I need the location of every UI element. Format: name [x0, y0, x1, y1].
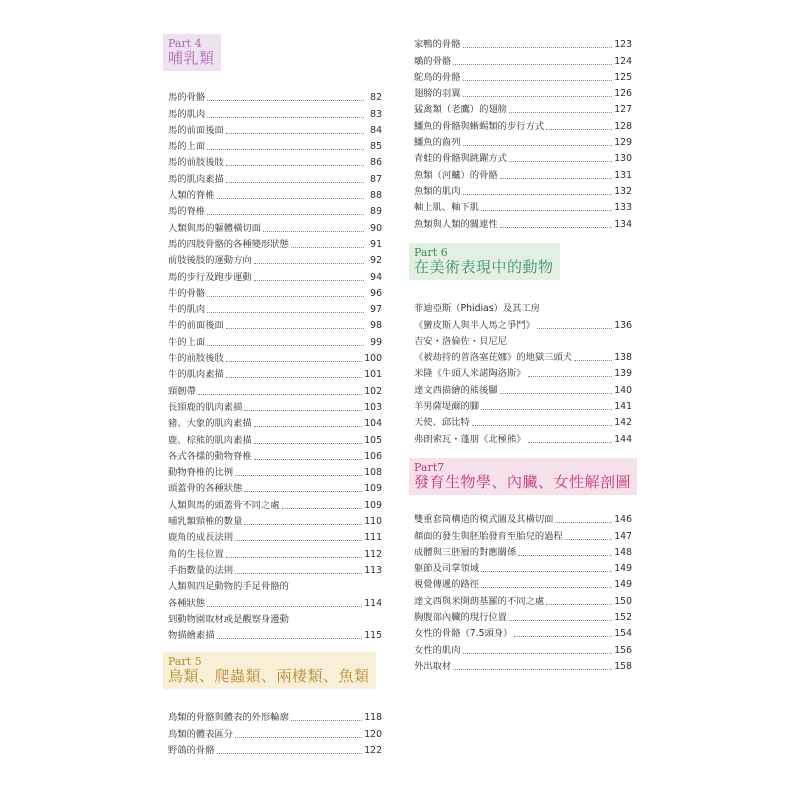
toc-entry-title: 馬的上面	[168, 141, 206, 153]
toc-leader-dots	[226, 165, 364, 166]
toc-entry-page: 98	[370, 320, 382, 332]
toc-entry-page: 122	[364, 744, 382, 756]
toc-leader-dots	[291, 720, 362, 721]
toc-leader-dots	[472, 425, 612, 426]
toc-leader-dots	[514, 636, 612, 637]
toc-leader-dots	[291, 247, 364, 248]
toc-leader-dots	[546, 604, 612, 605]
toc-leader-dots	[217, 638, 363, 639]
toc-entry-title: 到動物園取材或是觀察身邊動	[168, 613, 289, 625]
part7-toc-list	[414, 510, 632, 673]
toc-entry-page: 125	[614, 71, 632, 83]
toc-entry	[168, 300, 382, 316]
part6-heading	[409, 243, 560, 280]
toc-leader-dots	[565, 539, 612, 540]
toc-entry-title: 牛的上面	[168, 336, 206, 348]
toc-entry-title: 鳥類的體表區分	[168, 728, 234, 740]
toc-entry	[414, 149, 632, 165]
toc-entry-title: 牛的肌肉	[168, 304, 206, 316]
toc-entry-title: 達文西與米開朗基羅的不同之處	[414, 595, 545, 607]
toc-leader-dots	[226, 133, 364, 134]
toc-entry-title: 《蠻皮斯人與半人馬之爭鬥》	[414, 319, 535, 331]
toc-entry-title: 躯節及司掌領域	[414, 563, 480, 575]
toc-entry	[168, 593, 382, 609]
toc-leader-dots	[500, 393, 612, 394]
toc-leader-dots	[463, 194, 613, 195]
toc-entry-title: 米隆《牛頭人米諾陶洛斯》	[414, 368, 526, 380]
part4-label: Part 4	[168, 37, 202, 50]
toc-leader-dots	[453, 669, 612, 670]
toc-entry-title: 馬的肌肉	[168, 108, 206, 120]
part7-heading	[409, 458, 637, 495]
toc-leader-dots	[254, 426, 363, 427]
toc-entry	[168, 218, 382, 234]
toc-leader-dots	[254, 263, 364, 264]
toc-entry	[168, 398, 382, 414]
toc-entry	[168, 202, 382, 218]
toc-entry-page: 101	[364, 369, 382, 381]
toc-entry-page: 134	[614, 218, 632, 230]
toc-entry	[168, 430, 382, 446]
toc-leader-dots	[217, 753, 363, 754]
toc-entry	[168, 561, 382, 577]
toc-entry-page: 152	[614, 612, 632, 624]
toc-entry-page: 128	[614, 120, 632, 132]
part4-toc-list	[168, 88, 382, 642]
toc-entry	[414, 575, 632, 591]
toc-entry-page: 90	[370, 222, 382, 234]
toc-entry-title: 馬的脊椎	[168, 206, 206, 218]
toc-leader-dots	[263, 231, 364, 232]
toc-entry-page: 140	[614, 384, 632, 396]
toc-entry-page: 147	[614, 530, 632, 542]
toc-entry	[168, 447, 382, 463]
toc-entry-title: 哺乳類頸椎的數量	[168, 516, 243, 528]
toc-entry-title: 外出取材	[414, 660, 452, 672]
toc-leader-dots	[463, 653, 613, 654]
toc-entry	[168, 479, 382, 495]
toc-entry	[168, 724, 382, 740]
toc-entry	[168, 528, 382, 544]
toc-entry-page: 109	[364, 483, 382, 495]
toc-entry-title: 顏面的發生與胚胎發育至胎兒的過程	[414, 530, 563, 542]
toc-entry-page: 150	[614, 595, 632, 607]
toc-leader-dots	[518, 555, 612, 556]
toc-entry-page: 86	[370, 157, 382, 169]
toc-leader-dots	[244, 410, 362, 411]
toc-entry-title: 天使、邱比特	[414, 417, 470, 429]
toc-entry	[168, 332, 382, 348]
toc-entry-title: 動物脊椎的比例	[168, 467, 234, 479]
toc-entry-page: 127	[614, 104, 632, 116]
toc-entry-page: 104	[364, 418, 382, 430]
toc-leader-dots	[528, 442, 612, 443]
toc-entry	[168, 169, 382, 185]
toc-entry-page: 114	[364, 597, 382, 609]
toc-leader-dots	[546, 129, 612, 130]
toc-leader-dots	[226, 182, 364, 183]
toc-entry-title: 頸韌帶	[168, 385, 196, 397]
part6-toc-list	[414, 299, 632, 446]
toc-entry-page: 109	[364, 499, 382, 511]
toc-entry-title: 各式各樣的動物脊椎	[168, 450, 252, 462]
part5-toc-list	[168, 708, 382, 757]
part7-title: 發育生物學、內臟、女性解剖圖	[414, 473, 632, 492]
toc-entry	[414, 116, 632, 132]
toc-entry-page: 103	[364, 401, 382, 413]
toc-entry-title: 翅膀的羽翼	[414, 88, 461, 100]
part4-heading	[163, 34, 221, 71]
toc-entry-page: 138	[614, 352, 632, 364]
toc-leader-dots	[509, 112, 612, 113]
toc-entry-page: 126	[614, 88, 632, 100]
toc-entry-page: 112	[364, 548, 382, 560]
part6-label: Part 6	[414, 246, 448, 259]
toc-leader-dots	[207, 606, 362, 607]
toc-entry-page: 84	[370, 124, 382, 136]
toc-leader-dots	[207, 312, 364, 313]
toc-entry-title: 頭蓋骨的各種狀態	[168, 483, 243, 495]
toc-entry-title: 人類與四足動物的手足骨骼的	[168, 581, 289, 593]
toc-entry-page: 111	[364, 532, 382, 544]
toc-entry-page: 158	[614, 660, 632, 672]
toc-leader-dots	[528, 376, 612, 377]
toc-entry-title: 各種狀態	[168, 597, 206, 609]
part7-label: Part7	[414, 461, 445, 474]
toc-entry	[168, 708, 382, 724]
toc-entry-title: 人類與馬的軀體橫切面	[168, 222, 261, 234]
toc-leader-dots	[244, 524, 362, 525]
toc-entry	[414, 364, 632, 380]
toc-leader-dots	[235, 573, 362, 574]
part5-continued-toc-list	[414, 35, 632, 231]
toc-entry-title: 馬的步行及跑步運動	[168, 271, 252, 283]
toc-entry-page: 82	[370, 92, 382, 104]
toc-entry-page: 88	[370, 190, 382, 202]
toc-leader-dots	[509, 161, 612, 162]
toc-entry	[168, 88, 382, 104]
toc-entry	[168, 186, 382, 202]
toc-entry	[414, 68, 632, 84]
part5-title: 鳥類、爬蟲類、兩棲類、魚類	[168, 667, 370, 686]
toc-entry-page: 115	[364, 630, 382, 642]
toc-entry	[168, 235, 382, 251]
toc-entry-page: 148	[614, 546, 632, 558]
part5-label: Part 5	[168, 655, 202, 668]
toc-entry-title: 人類的脊椎	[168, 190, 215, 202]
toc-entry	[414, 299, 632, 315]
toc-entry	[414, 100, 632, 116]
toc-entry-page: 120	[364, 728, 382, 740]
toc-entry	[168, 626, 382, 642]
toc-leader-dots	[254, 280, 364, 281]
toc-entry	[414, 84, 632, 100]
toc-entry-title: 視覺傳遞的路徑	[414, 579, 480, 591]
toc-leader-dots	[207, 149, 364, 150]
toc-entry-page: 130	[614, 153, 632, 165]
toc-leader-dots	[207, 214, 364, 215]
toc-entry	[414, 413, 632, 429]
toc-leader-dots	[235, 540, 362, 541]
toc-leader-dots	[254, 459, 363, 460]
toc-leader-dots	[537, 328, 612, 329]
toc-leader-dots	[198, 394, 362, 395]
toc-entry	[414, 315, 632, 331]
toc-entry-title: 豬、大象的肌肉素描	[168, 418, 252, 430]
toc-entry-title: 角的生長位置	[168, 548, 224, 560]
toc-entry	[414, 198, 632, 214]
toc-entry-page: 106	[364, 450, 382, 462]
toc-entry-title: 牛的前肢後肢	[168, 353, 224, 365]
toc-entry-title: 女性的肌肉	[414, 644, 461, 656]
toc-entry-title: 鹿角的成長法則	[168, 532, 234, 544]
toc-leader-dots	[500, 178, 612, 179]
toc-entry	[168, 137, 382, 153]
toc-leader-dots	[226, 361, 362, 362]
toc-entry-title: 長頸鹿的肌肉素描	[168, 401, 243, 413]
toc-entry	[414, 182, 632, 198]
toc-leader-dots	[481, 571, 612, 572]
toc-entry-page: 91	[370, 238, 382, 250]
toc-entry	[414, 397, 632, 413]
toc-entry-title: 家鴨的骨骼	[414, 39, 461, 51]
toc-entry-page: 102	[364, 385, 382, 397]
toc-entry	[168, 349, 382, 365]
toc-entry-page: 108	[364, 467, 382, 479]
toc-leader-dots	[481, 409, 612, 410]
toc-entry-title: 前肢後肢的運動方向	[168, 255, 252, 267]
toc-entry-page: 142	[614, 417, 632, 429]
toc-entry	[414, 429, 632, 445]
toc-entry-title: 胸腹部內臟的現行位置	[414, 612, 507, 624]
toc-leader-dots	[207, 345, 364, 346]
toc-leader-dots	[207, 100, 364, 101]
toc-entry-title: 馬的前面後面	[168, 124, 224, 136]
toc-entry	[414, 591, 632, 607]
toc-entry	[168, 316, 382, 332]
toc-leader-dots	[463, 96, 613, 97]
toc-entry	[168, 104, 382, 120]
toc-entry-page: 94	[370, 271, 382, 283]
toc-leader-dots	[481, 587, 612, 588]
toc-entry	[414, 526, 632, 542]
toc-entry-page: 87	[370, 173, 382, 185]
toc-entry-page: 146	[614, 514, 632, 526]
toc-entry-title: 物描繪素描	[168, 630, 215, 642]
toc-entry	[168, 267, 382, 283]
toc-entry-title: 馬的前肢後肢	[168, 157, 224, 169]
toc-entry-title: 鳥類的骨骼與體表的外形輪廓	[168, 712, 289, 724]
toc-entry	[414, 559, 632, 575]
toc-leader-dots	[463, 145, 613, 146]
toc-entry-page: 144	[614, 433, 632, 445]
toc-entry-title: 《被劫持的普洛塞芘娜》的地獄三頭犬	[414, 352, 573, 364]
toc-leader-dots	[207, 117, 364, 118]
toc-entry-page: 97	[370, 304, 382, 316]
toc-entry	[414, 608, 632, 624]
toc-entry	[168, 251, 382, 267]
toc-entry-title: 牛的前面後面	[168, 320, 224, 332]
toc-leader-dots	[235, 737, 362, 738]
toc-leader-dots	[282, 508, 363, 509]
toc-entry-page: 99	[370, 336, 382, 348]
toc-entry-page: 156	[614, 644, 632, 656]
toc-entry-page: 85	[370, 141, 382, 153]
toc-entry-page: 110	[364, 516, 382, 528]
toc-entry-page: 133	[614, 202, 632, 214]
toc-entry-title: 人類與馬的頭蓋骨不同之處	[168, 499, 280, 511]
toc-entry-page: 132	[614, 185, 632, 197]
toc-entry-page: 113	[364, 564, 382, 576]
toc-entry	[414, 640, 632, 656]
toc-entry-title: 牛的肌肉素描	[168, 369, 224, 381]
toc-entry	[168, 512, 382, 528]
toc-entry-page: 83	[370, 108, 382, 120]
toc-entry	[168, 741, 382, 757]
toc-entry	[414, 624, 632, 640]
toc-leader-dots	[226, 377, 362, 378]
toc-entry-title: 弗朗索瓦・蓬朋《北極熊》	[414, 433, 526, 445]
toc-entry	[168, 284, 382, 300]
toc-entry	[414, 657, 632, 673]
toc-leader-dots	[574, 360, 612, 361]
toc-leader-dots	[217, 198, 365, 199]
toc-entry-title: 馬的骨骼	[168, 92, 206, 104]
toc-entry-title: 鱷魚的骨骼與蜥蜴類的步行方式	[414, 120, 545, 132]
toc-entry	[414, 133, 632, 149]
toc-entry	[414, 543, 632, 559]
part6-title: 在美術表現中的動物	[414, 258, 554, 277]
toc-entry-title: 菲迪亞斯（Phidias）及其工房	[414, 303, 541, 315]
toc-entry-page: 129	[614, 137, 632, 149]
toc-entry	[414, 332, 632, 348]
toc-entry-page: 136	[614, 319, 632, 331]
toc-entry-title: 雙重套筒構造的模式圖及其橫切面	[414, 514, 554, 526]
toc-entry-page: 105	[364, 434, 382, 446]
toc-entry-title: 猛禽類（老鷹）的翅膀	[414, 104, 507, 116]
toc-leader-dots	[244, 491, 362, 492]
toc-entry	[168, 577, 382, 593]
toc-entry-title: 鹿、棕熊的肌肉素描	[168, 434, 252, 446]
toc-entry	[168, 121, 382, 137]
toc-entry-page: 89	[370, 206, 382, 218]
toc-leader-dots	[463, 80, 613, 81]
toc-leader-dots	[509, 620, 612, 621]
toc-entry-page: 149	[614, 579, 632, 591]
toc-entry	[414, 51, 632, 67]
toc-entry-page: 141	[614, 401, 632, 413]
toc-entry-page: 131	[614, 169, 632, 181]
toc-leader-dots	[463, 47, 613, 48]
toc-leader-dots	[207, 296, 364, 297]
toc-leader-dots	[481, 210, 612, 211]
toc-entry-page: 124	[614, 55, 632, 67]
toc-leader-dots	[226, 328, 364, 329]
toc-entry-page: 96	[370, 287, 382, 299]
toc-entry-title: 手指數量的法則	[168, 564, 234, 576]
toc-entry-page: 123	[614, 39, 632, 51]
toc-entry-title: 成體與三胚層的對應關係	[414, 546, 517, 558]
toc-entry-page: 149	[614, 563, 632, 575]
toc-entry-title: 達文西描繪的熊後腳	[414, 384, 498, 396]
toc-entry	[168, 544, 382, 560]
toc-entry-title: 魚類（河鱸）的骨骼	[414, 169, 498, 181]
toc-entry-page: 100	[364, 353, 382, 365]
toc-entry-page: 92	[370, 255, 382, 267]
toc-leader-dots	[254, 443, 363, 444]
toc-entry-title: 吉安・洛倫佐・貝尼尼	[414, 335, 507, 347]
toc-entry	[414, 35, 632, 51]
toc-leader-dots	[453, 64, 612, 65]
part5-heading	[163, 652, 376, 689]
toc-leader-dots	[226, 557, 362, 558]
toc-entry-title: 軸上肌、軸下肌	[414, 202, 480, 214]
toc-entry-page: 139	[614, 368, 632, 380]
toc-entry	[168, 610, 382, 626]
toc-entry	[414, 214, 632, 230]
toc-entry	[414, 165, 632, 181]
part4-title: 哺乳類	[168, 49, 215, 68]
toc-entry-page: 118	[364, 712, 382, 724]
toc-entry-title: 青蛙的骨骼與跳躍方式	[414, 153, 507, 165]
toc-entry	[168, 381, 382, 397]
toc-entry	[168, 153, 382, 169]
toc-entry	[168, 414, 382, 430]
toc-entry-title: 女性的骨骼（7.5頭身）	[414, 628, 513, 640]
toc-entry-title: 鴕鳥的骨骼	[414, 71, 461, 83]
toc-leader-dots	[235, 475, 362, 476]
toc-entry-title: 牛的骨骼	[168, 287, 206, 299]
toc-entry	[414, 380, 632, 396]
toc-entry	[414, 348, 632, 364]
toc-entry-title: 魚類與人類的關連性	[414, 218, 498, 230]
toc-entry	[168, 463, 382, 479]
toc-entry-title: 羊男薩堤爾的腳	[414, 401, 480, 413]
toc-entry	[168, 495, 382, 511]
toc-entry-title: 魚類的肌肉	[414, 185, 461, 197]
toc-leader-dots	[555, 522, 612, 523]
toc-entry-page: 154	[614, 628, 632, 640]
toc-entry-title: 馬的肌肉素描	[168, 173, 224, 185]
toc-entry-title: 野鴿的骨骼	[168, 744, 215, 756]
toc-entry-title: 鵰的骨骼	[414, 55, 452, 67]
toc-leader-dots	[500, 227, 612, 228]
toc-entry-title: 鱷魚的齒列	[414, 137, 461, 149]
toc-entry	[414, 510, 632, 526]
toc-entry-title: 馬的四肢骨骼的各種變形狀態	[168, 238, 289, 250]
toc-entry	[168, 365, 382, 381]
